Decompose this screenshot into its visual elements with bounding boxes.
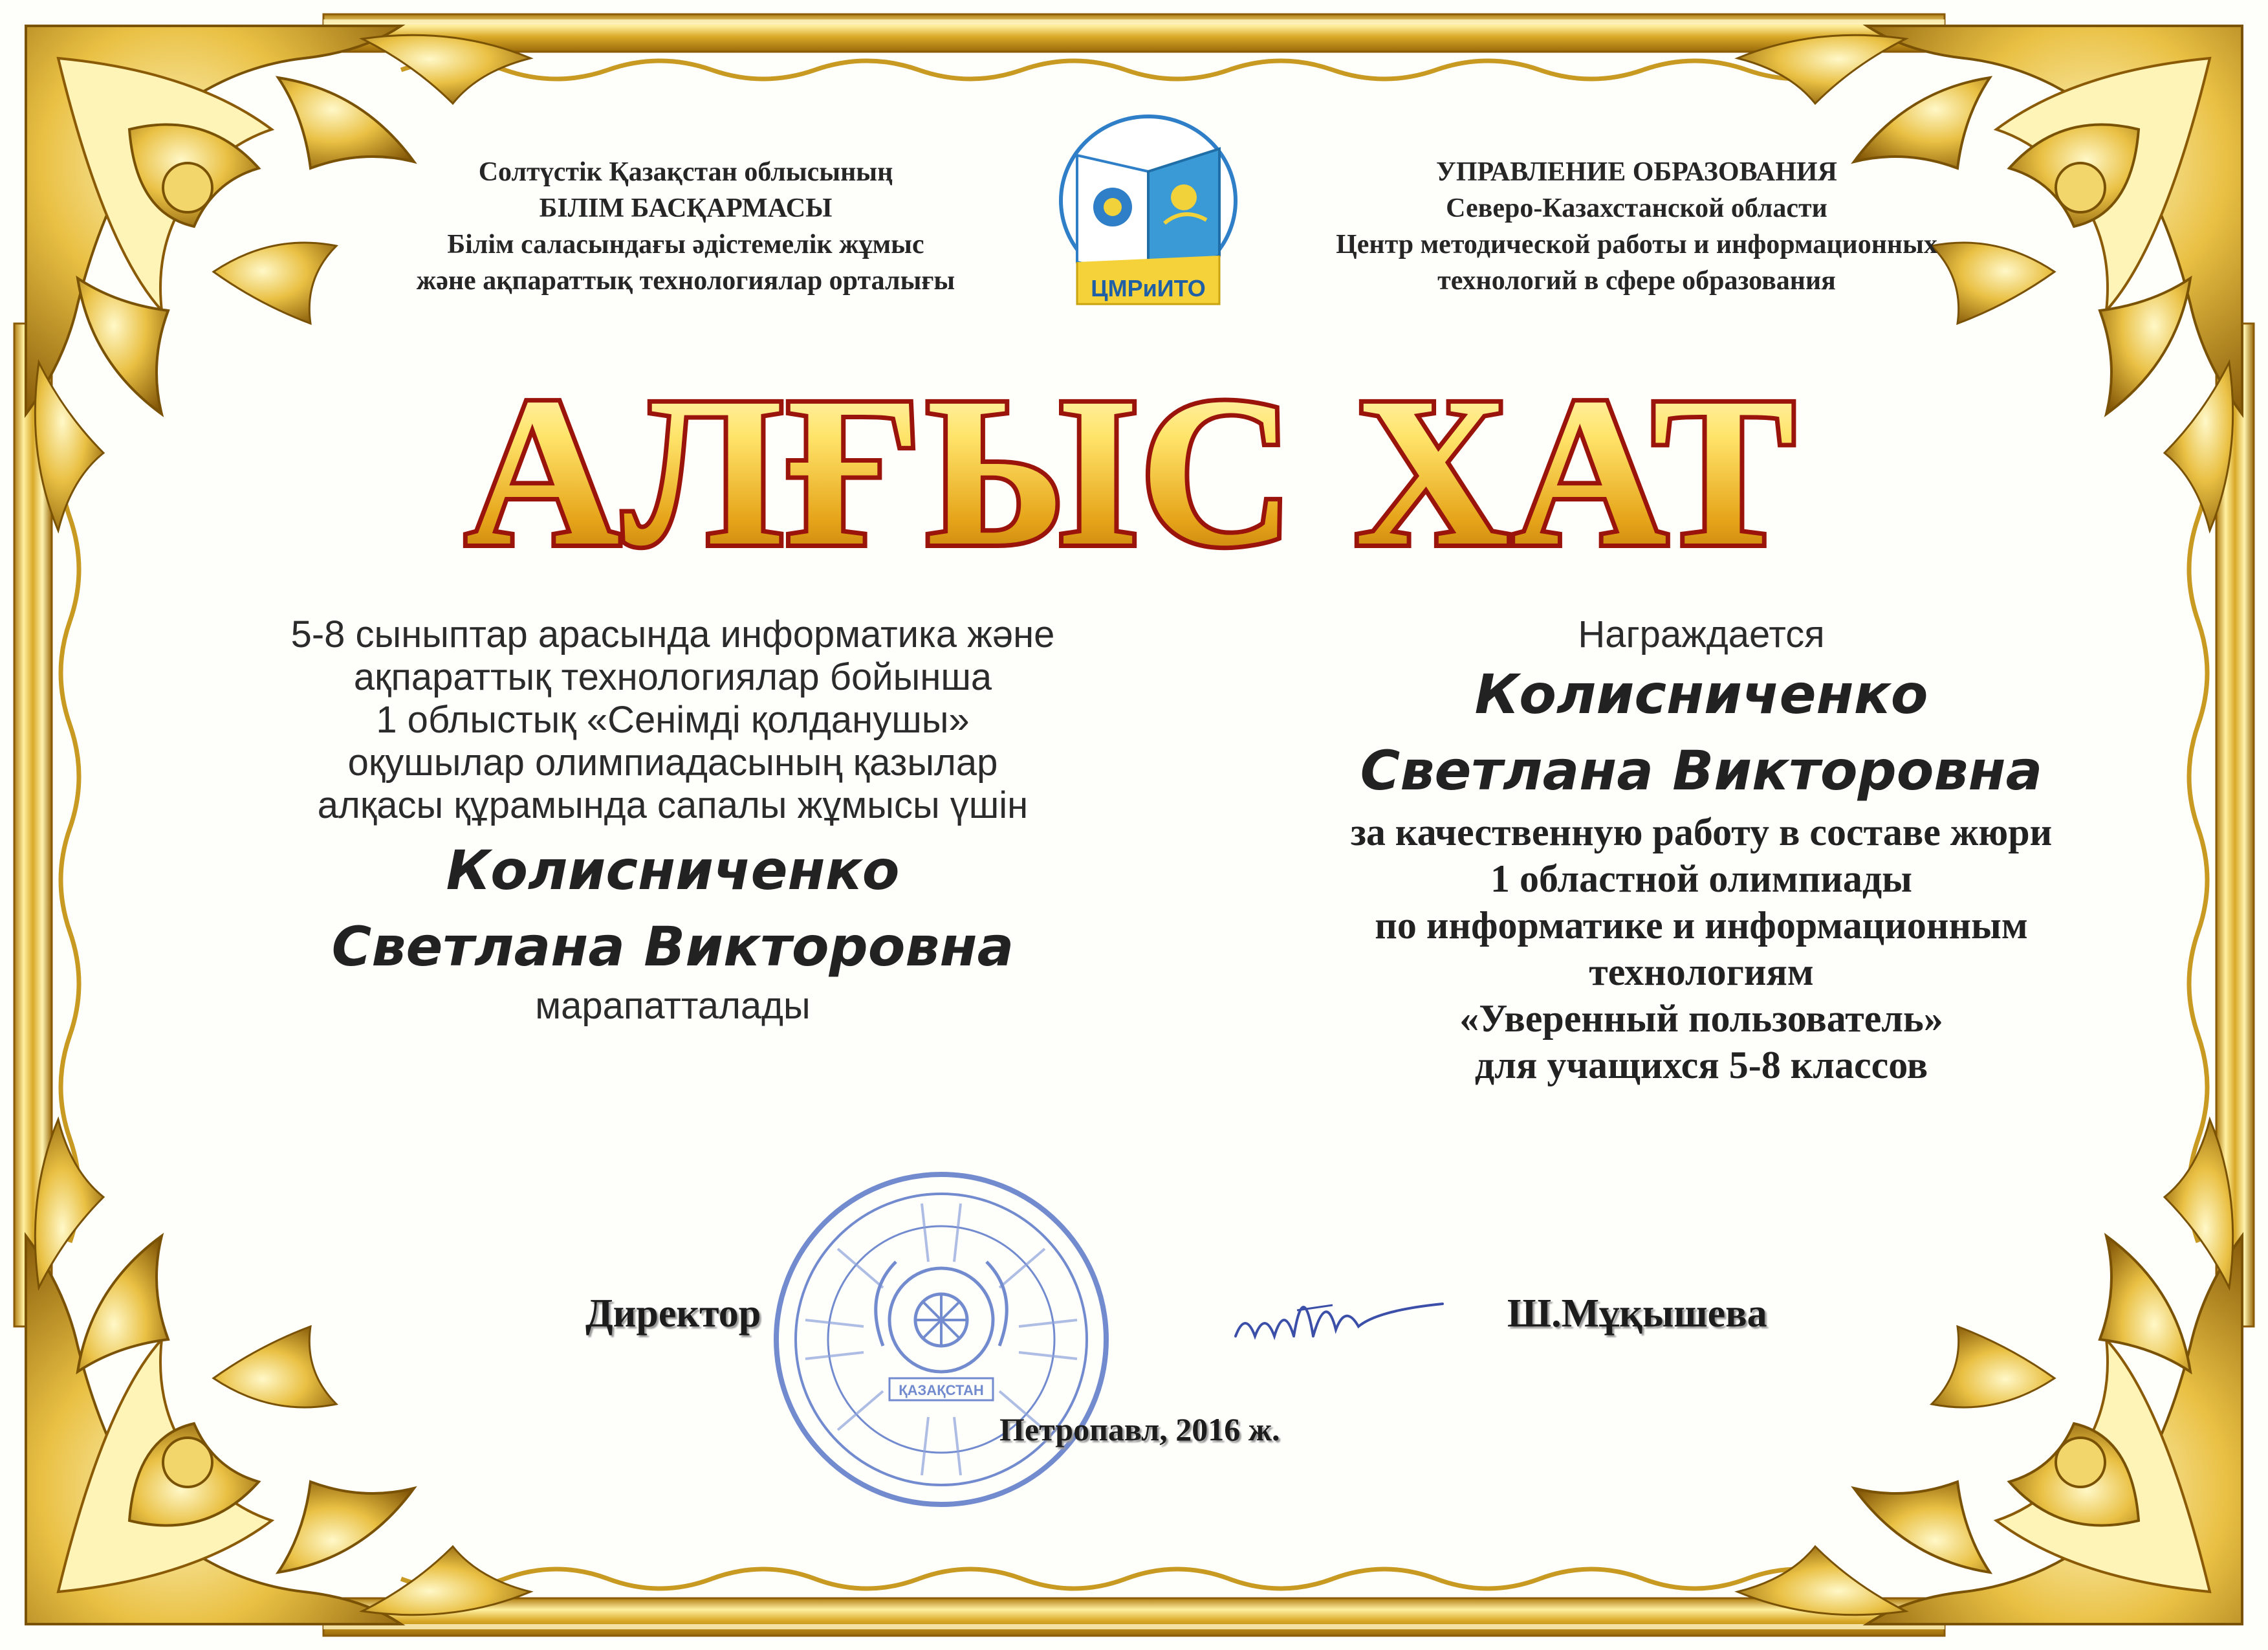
emblem-icon xyxy=(1093,188,1132,226)
right-reason-line: по информатике и информационным xyxy=(1375,904,2028,947)
header-right-line: Северо-Казахстанской области xyxy=(1446,193,1827,223)
header-right-russian xyxy=(1281,154,1992,299)
right-reason-line: «Уверенный пользователь» xyxy=(1459,997,1943,1040)
left-reason-line: оқушылар олимпиадасының қазылар xyxy=(347,742,998,784)
header-left-line: және ақпараттық технологиялар орталығы xyxy=(416,266,955,296)
header-left-kazakh xyxy=(362,154,1009,299)
left-recipient-surname: Колисниченко xyxy=(446,839,900,902)
left-reason-line: 5-8 сыныптар арасында информатика және xyxy=(290,613,1055,655)
seal-emblem-icon xyxy=(876,1262,1007,1372)
certificate-title xyxy=(420,349,1844,582)
right-recipient-surname: Колисниченко xyxy=(1474,663,1928,726)
left-reason-line: алқасы құрамында сапалы жұмысы үшін xyxy=(317,784,1029,826)
right-reason-line: 1 областной олимпиады xyxy=(1490,857,1913,900)
left-reason-line: ақпараттық технологиялар бойынша xyxy=(353,656,992,698)
director-name: Ш.Мұқышева xyxy=(1507,1292,1767,1336)
handwritten-signature xyxy=(1229,1265,1449,1362)
right-reason-line: технологиям xyxy=(1589,951,1814,993)
header-left-line: Солтүстік Қазақстан облысының xyxy=(478,157,893,187)
header-right-line: технологий в сфере образования xyxy=(1437,266,1836,296)
header-right-line: УПРАВЛЕНИЕ ОБРАЗОВАНИЯ xyxy=(1436,157,1837,187)
right-intro: Награждается xyxy=(1578,613,1825,655)
left-closing: марапатталады xyxy=(535,985,811,1027)
header-right-line: Центр методической работы и информационных xyxy=(1336,230,1937,259)
director-label: Директор xyxy=(585,1292,761,1336)
sun-icon xyxy=(1171,184,1197,210)
header-left-line: БІЛІМ БАСҚАРМАСЫ xyxy=(539,193,833,223)
title-text: АЛҒЫС ХАТ xyxy=(465,354,1799,582)
official-seal-stamp xyxy=(767,1165,1116,1514)
logo-text: ЦМРиИТО xyxy=(1091,275,1206,302)
cmrito-logo xyxy=(1051,110,1245,327)
left-reason-line: 1 облыстық «Сенімді қолданушы» xyxy=(376,699,970,741)
header-left-line: Білім саласындағы әдістемелік жұмыс xyxy=(447,230,924,259)
right-reason-line: для учащихся 5-8 классов xyxy=(1474,1044,1928,1086)
right-recipient-given-names: Светлана Викторовна xyxy=(1360,739,2043,802)
place-and-date: Петропавл, 2016 ж. xyxy=(999,1411,1280,1447)
left-award-block xyxy=(162,613,1184,1028)
right-reason-line: за качественную работу в составе жюри xyxy=(1350,811,2053,853)
right-award-block xyxy=(1184,613,2219,1088)
seal-center-text: ҚАЗАҚСТАН xyxy=(899,1382,984,1398)
left-recipient-given-names: Светлана Викторовна xyxy=(331,915,1014,978)
